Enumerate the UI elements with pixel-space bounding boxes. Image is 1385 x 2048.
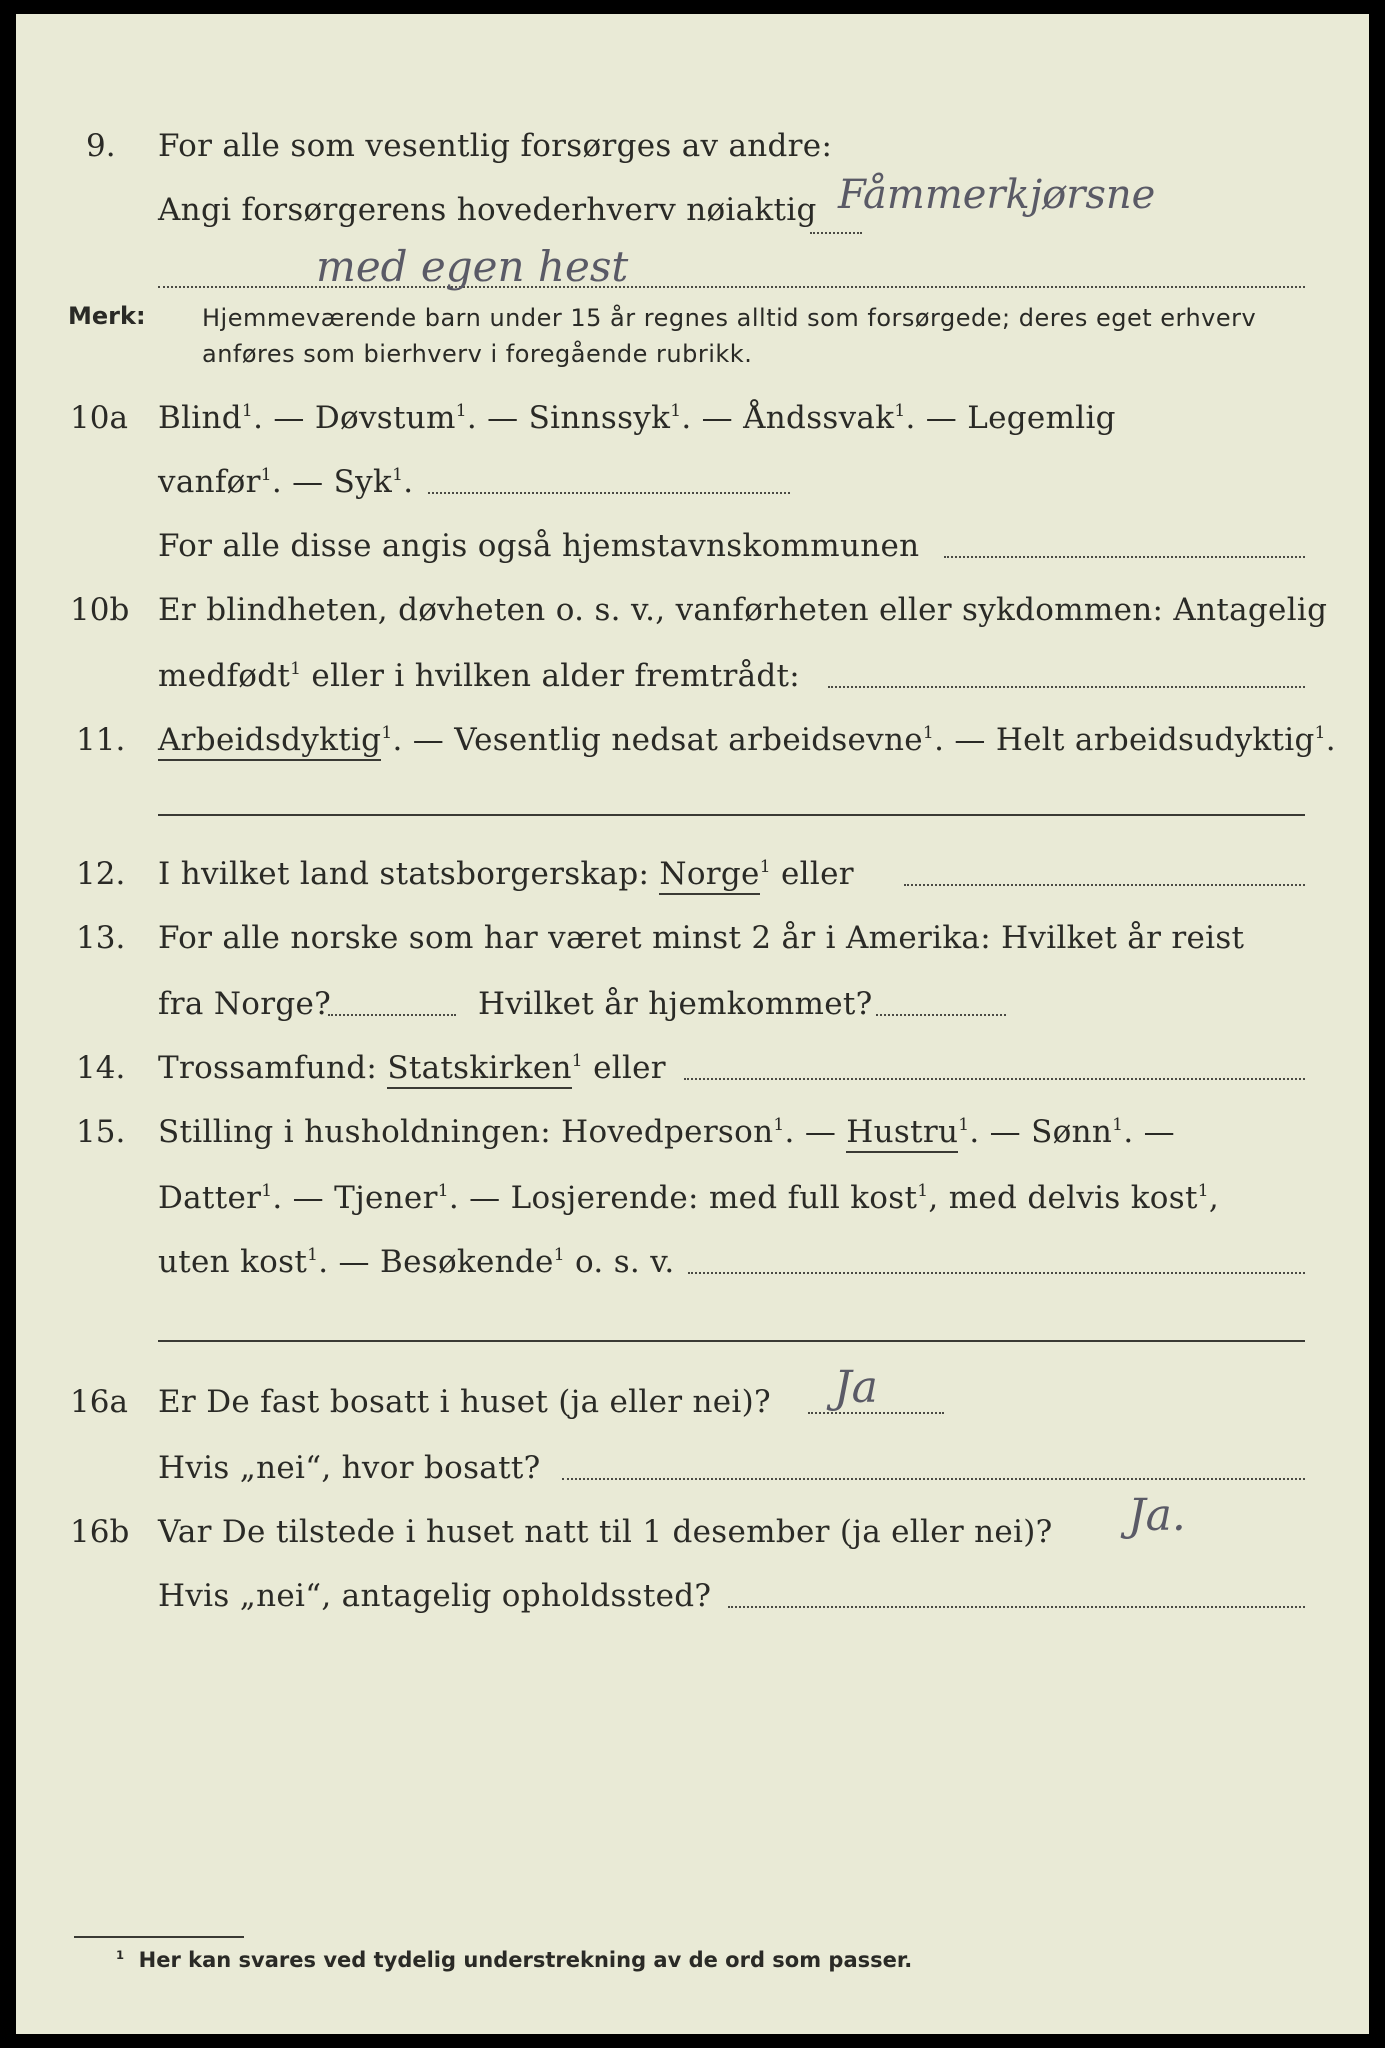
q16a-bosatt-dots [562,1478,1305,1480]
q14-dots [684,1078,1305,1080]
q9-handwritten-2: med egen hest [316,242,629,291]
footnote: $^1$ Her kan svares ved tydelig understrekning av de ord som passer. [116,1948,913,1973]
q13-number: 13. [76,920,126,956]
q10b-number: 10b [70,592,130,628]
q15-line1: Stilling i husholdningen: Hovedperson$^1$. — Hustru$^1$. — Sønn$^1$. — [158,1114,1175,1150]
q16b-dots [728,1606,1305,1608]
q10a-hjemstavn-dots [944,556,1305,558]
q9-line1: For alle som vesentlig forsørges av andre: [158,128,833,164]
q12-line1: I hvilket land statsborgerskap: Norge$^1$ eller [158,856,854,892]
q13-line2-a: fra Norge? [158,986,332,1022]
q9-handwritten-1: Fåmmerkjørsne [838,172,1156,218]
q14-number: 14. [76,1050,126,1086]
q13-line1: For alle norske som har været minst 2 år i Amerika: Hvilket år reist [158,920,1245,956]
q10a-syk-dots [428,492,790,494]
q11-line1: Arbeidsdyktig$^1$. — Vesentlig nedsat arbeidsevne$^1$. — Helt arbeidsudyktig$^1$. [158,722,1336,758]
q16b-handwritten: Ja. [1128,1490,1186,1541]
q16a-line1: Er De fast bosatt i huset (ja eller nei)? [158,1384,771,1420]
merk-line1: Hjemmeværende barn under 15 år regnes alltid som forsørgede; deres eget erhverv [202,304,1257,332]
q9-line2: Angi forsørgerens hovederhverv nøiaktig [158,192,817,228]
q15-dots [688,1272,1305,1274]
q10b-line1: Er blindheten, døvheten o. s. v., vanførheten eller sykdommen: Antagelig [158,592,1328,628]
merk-line2: anføres som bierhverv i foregående rubrikk. [202,340,753,368]
q9-number: 9. [86,128,116,164]
q16a-line2: Hvis „nei“, hvor bosatt? [158,1450,541,1486]
q12-dots [904,884,1305,886]
q16b-number: 16b [70,1514,130,1550]
q10b-line2: medfødt$^1$ eller i hvilken alder fremtrådt: [158,658,801,694]
q13-line2-b: Hvilket år hjemkommet? [478,986,873,1022]
q13-hjemkommet-dots [876,1014,1006,1016]
q14-line1: Trossamfund: Statskirken$^1$ eller [158,1050,666,1086]
q11-number: 11. [76,722,126,758]
q13-reist-dots [328,1014,456,1016]
q10a-line1: Blind$^1$. — Døvstum$^1$. — Sinnssyk$^1$. — Åndssvak$^1$. — Legemlig [158,400,1116,436]
merk-label: Merk: [68,302,146,330]
q16a-number: 16a [70,1384,128,1420]
q16a-handwritten: Ja [834,1362,878,1413]
q10a-line3: For alle disse angis også hjemstavnskommunen [158,528,920,564]
q10a-line2: vanfør$^1$. — Syk$^1$. [158,464,414,500]
q12-number: 12. [76,856,126,892]
q11-answer-line [158,814,1305,816]
q16b-line2: Hvis „nei“, antagelig opholdssted? [158,1578,712,1614]
footnote-rule [74,1936,244,1938]
q15-line2: Datter$^1$. — Tjener$^1$. — Losjerende: med full kost$^1$, med delvis kost$^1$, [158,1180,1220,1216]
q10b-dots [828,686,1305,688]
q16b-line1: Var De tilstede i huset natt til 1 desember (ja eller nei)? [158,1514,1053,1550]
census-form-page [16,14,1369,2034]
q15-answer-line [158,1340,1305,1342]
q10a-number: 10a [70,400,128,436]
q15-number: 15. [76,1114,126,1150]
q9-fill-dots [810,232,862,234]
q15-line3: uten kost$^1$. — Besøkende$^1$ o. s. v. [158,1244,675,1280]
